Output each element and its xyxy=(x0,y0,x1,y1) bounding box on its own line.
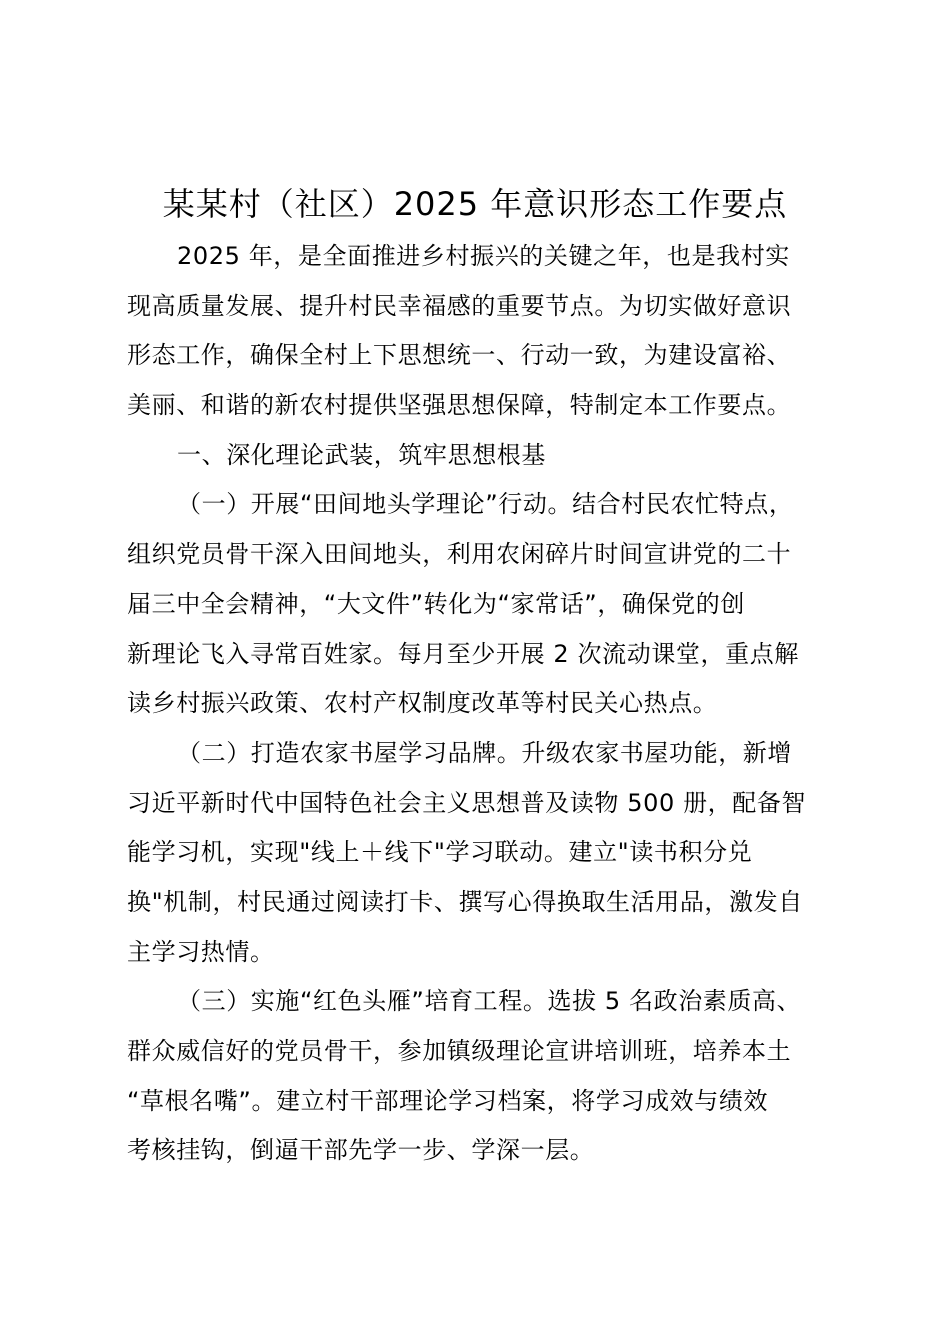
paragraph-line: 形态工作，确保全村上下思想统一、行动一致，为建设富裕、 xyxy=(127,341,792,370)
paragraph-line: （二）打造农家书屋学习品牌。升级农家书屋功能，新增 xyxy=(177,738,792,767)
section-heading-text: 一、深化理论武装，筑牢思想根基 xyxy=(177,440,546,469)
paragraph-line: 考核挂钩，倒逼干部先学一步、学深一层。 xyxy=(127,1136,595,1165)
paragraph-intro xyxy=(127,232,837,431)
paragraph-item-2 xyxy=(127,729,837,977)
paragraph-line: 美丽、和谐的新农村提供坚强思想保障，特制定本工作要点。 xyxy=(127,391,792,420)
paragraph-line: 能学习机，实现"线上＋线下"学习联动。建立"读书积分兑 xyxy=(127,838,753,867)
paragraph-line: 现高质量发展、提升村民幸福感的重要节点。为切实做好意识 xyxy=(127,291,792,320)
document-body xyxy=(127,232,837,1176)
paragraph-line: 主学习热情。 xyxy=(127,937,275,966)
paragraph-line: 2025 年，是全面推进乡村振兴的关键之年，也是我村实 xyxy=(177,242,790,270)
section-heading xyxy=(127,431,837,481)
paragraph-item-1 xyxy=(127,480,837,728)
paragraph-line: 换"机制，村民通过阅读打卡、撰写心得换取生活用品，激发自 xyxy=(127,887,803,916)
paragraph-line: 新理论飞入寻常百姓家。每月至少开展 2 次流动课堂，重点解 xyxy=(127,639,799,668)
paragraph-line: 群众威信好的党员骨干，参加镇级理论宣讲培训班，培养本土 xyxy=(127,1037,792,1065)
paragraph-line: “草根名嘴”。建立村干部理论学习档案，将学习成效与绩效 xyxy=(127,1086,769,1115)
paragraph-item-3 xyxy=(127,977,837,1176)
paragraph-line: 组织党员骨干深入田间地头，利用农闲碎片时间宣讲党的二十 xyxy=(127,540,792,569)
paragraph-line: （一）开展“田间地头学理论”行动。结合村民农忙特点， xyxy=(177,490,794,519)
paragraph-line: 习近平新时代中国特色社会主义思想普及读物 500 册，配备智 xyxy=(127,788,807,817)
paragraph-line: 读乡村振兴政策、农村产权制度改革等村民关心热点。 xyxy=(127,689,718,718)
paragraph-line: 届三中全会精神，“大文件”转化为“家常话”，确保党的创 xyxy=(127,589,745,618)
paragraph-line: （三）实施“红色头雁”培育工程。选拔 5 名政治素质高、 xyxy=(177,987,802,1016)
document-title: 某某村（社区）2025 年意识形态工作要点 xyxy=(162,185,788,223)
